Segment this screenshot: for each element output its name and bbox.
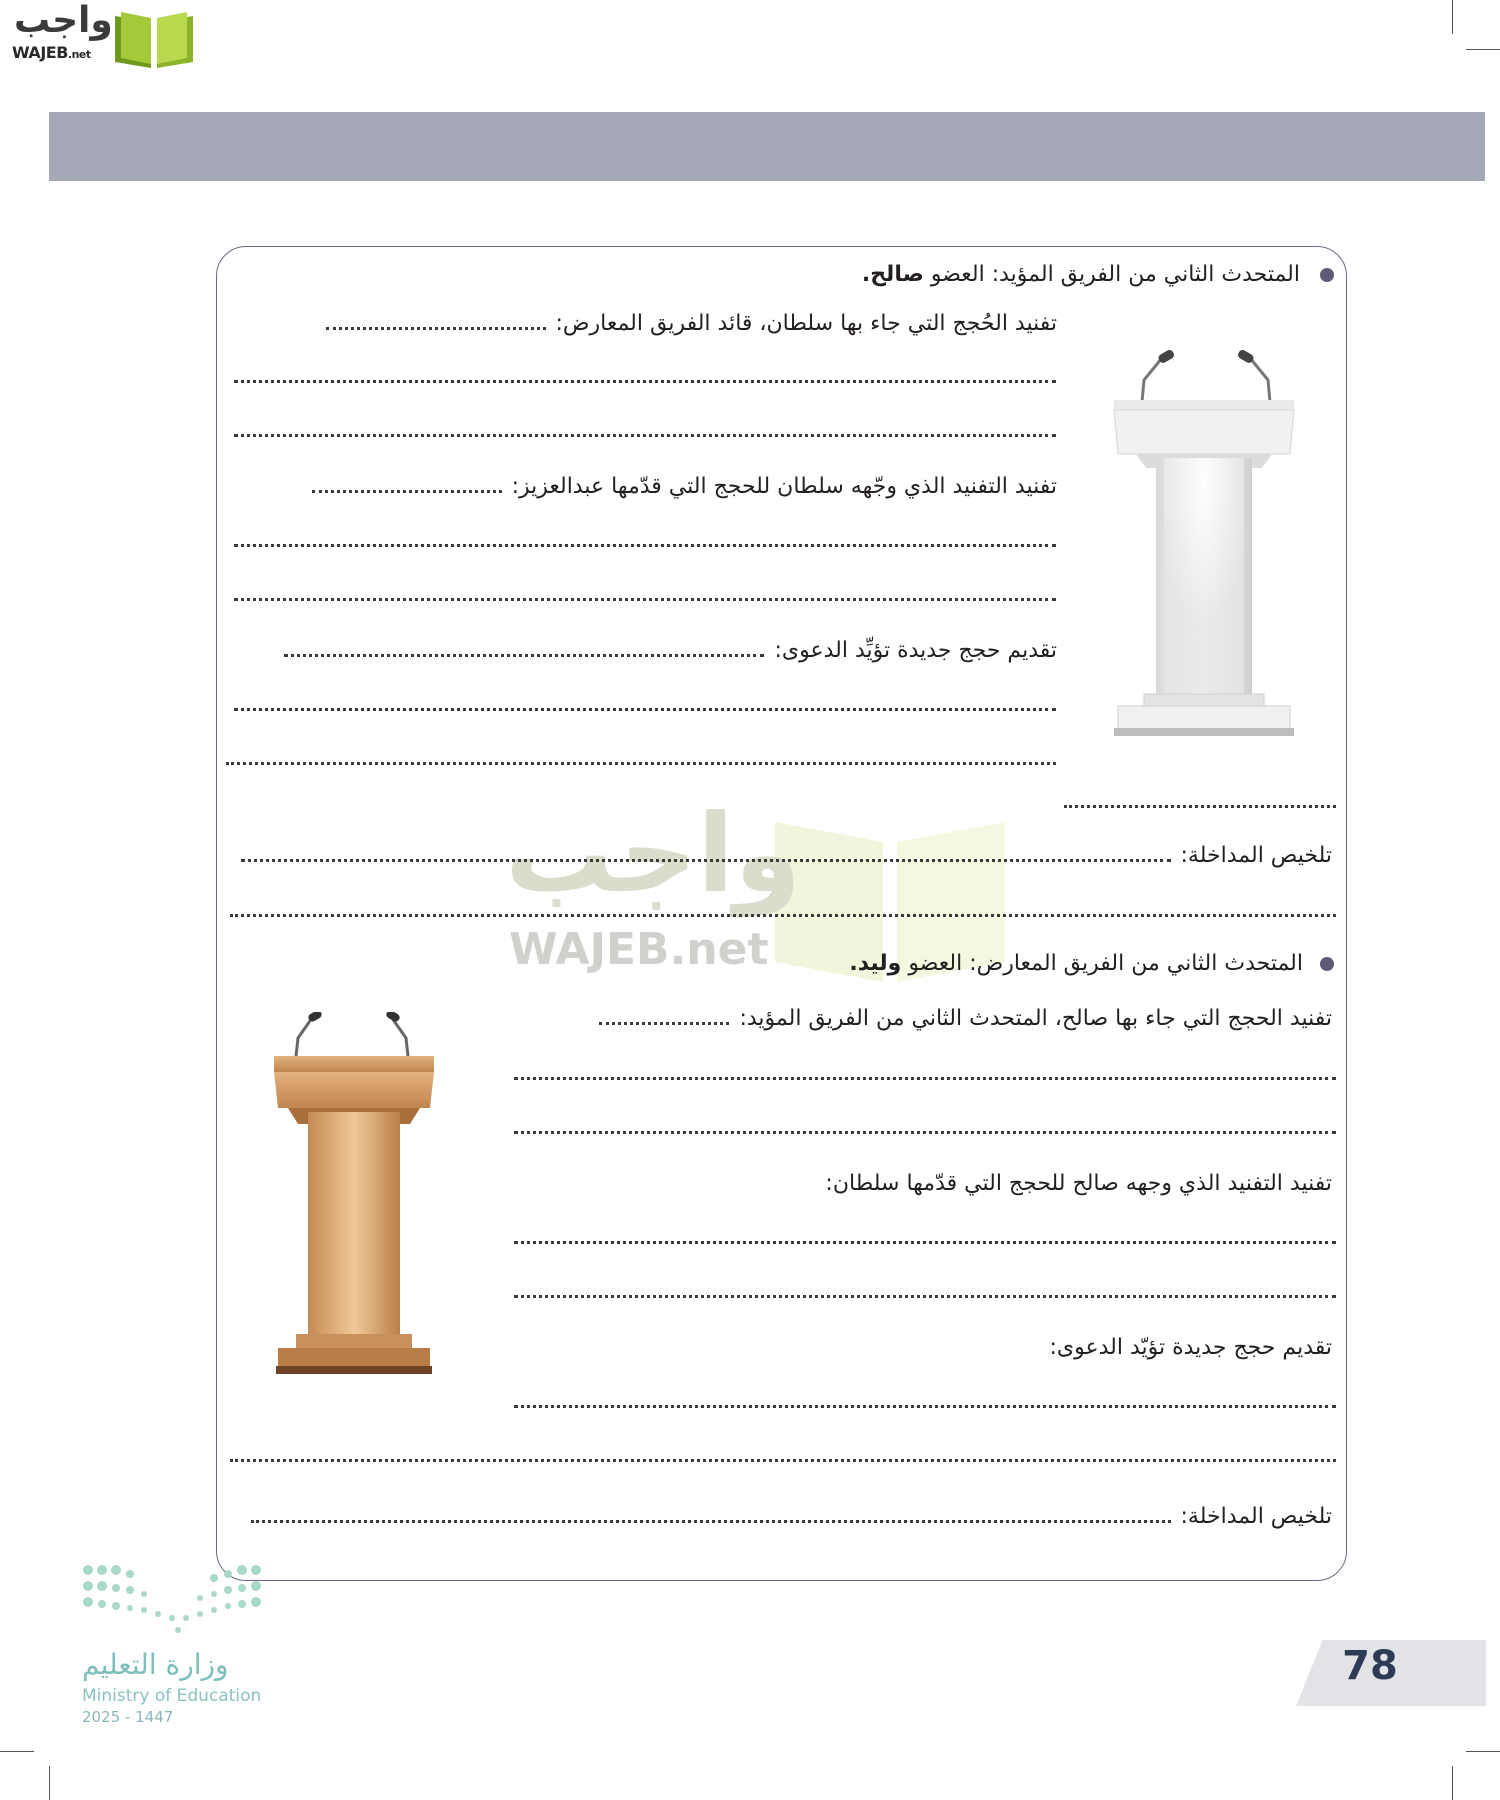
answer-line: [514, 1405, 1336, 1408]
answer-line: [514, 1077, 1336, 1080]
logo-english-text: WAJEB.net: [12, 43, 91, 62]
watermark-english: WAJEB.net: [509, 924, 769, 975]
crop-mark: [1466, 49, 1500, 50]
white-lectern-image: [1104, 350, 1304, 750]
answer-line: [234, 434, 1056, 437]
answer-line: [230, 914, 1336, 917]
section1-summary: تلخيص المداخلة:: [241, 842, 1332, 870]
header-band: [49, 112, 1485, 181]
crop-mark: [1452, 1766, 1453, 1800]
crop-mark: [0, 1751, 34, 1752]
section1-heading: المتحدث الثاني من الفريق المؤيد: العضو صالح.: [861, 262, 1300, 287]
answer-line: [234, 380, 1056, 383]
page-number: 78: [1342, 1643, 1398, 1689]
section2-prompt3: تقديم حجج جديدة تؤيّد الدعوى:: [1049, 1335, 1332, 1360]
crop-mark: [1452, 0, 1453, 34]
answer-line: [1064, 805, 1336, 808]
book-logo-icon: [113, 8, 195, 70]
answer-line: [514, 1241, 1336, 1244]
wooden-lectern-image: [268, 1012, 440, 1378]
section2-prompt2: تفنيد التفنيد الذي وجهه صالح للحجج التي قدّمها سلطان:: [825, 1171, 1332, 1196]
section1-prompt1: تفنيد الحُجج التي جاء بها سلطان، قائد الفريق المعارض:: [326, 310, 1058, 338]
section2-heading: المتحدث الثاني من الفريق المعارض: العضو وليد.: [849, 951, 1303, 976]
bullet-icon: [1320, 957, 1334, 971]
ministry-year: 2025 - 1447: [82, 1708, 174, 1726]
section1-prompt3: تقديم حجج جديدة تؤيِّد الدعوى:: [284, 637, 1057, 665]
answer-line: [234, 708, 1056, 711]
answer-line: [514, 1295, 1336, 1298]
bullet-icon: [1320, 268, 1334, 282]
ministry-of-education-logo: [80, 1560, 280, 1730]
answer-line: [234, 598, 1056, 601]
crop-mark: [1466, 1751, 1500, 1752]
logo-arabic-text: واجب: [14, 0, 113, 41]
answer-line: [226, 762, 1056, 765]
moe-dots-logo: [80, 1560, 270, 1650]
section1-prompt2: تفنيد التفنيد الذي وجّهه سلطان للحجج التي قدّمها عبدالعزيز:: [312, 473, 1057, 501]
answer-line: [234, 544, 1056, 547]
ministry-english: Ministry of Education: [82, 1686, 262, 1706]
section2-prompt1: تفنيد الحجج التي جاء بها صالح، المتحدث الثاني من الفريق المؤيد:: [599, 1005, 1332, 1033]
answer-line: [514, 1131, 1336, 1134]
wajeb-logo: [8, 0, 193, 68]
watermark-arabic: واجب: [505, 792, 802, 917]
section2-summary: تلخيص المداخلة:: [251, 1503, 1332, 1531]
answer-line: [230, 1459, 1336, 1462]
ministry-arabic: وزارة التعليم: [82, 1648, 229, 1681]
crop-mark: [49, 1766, 50, 1800]
